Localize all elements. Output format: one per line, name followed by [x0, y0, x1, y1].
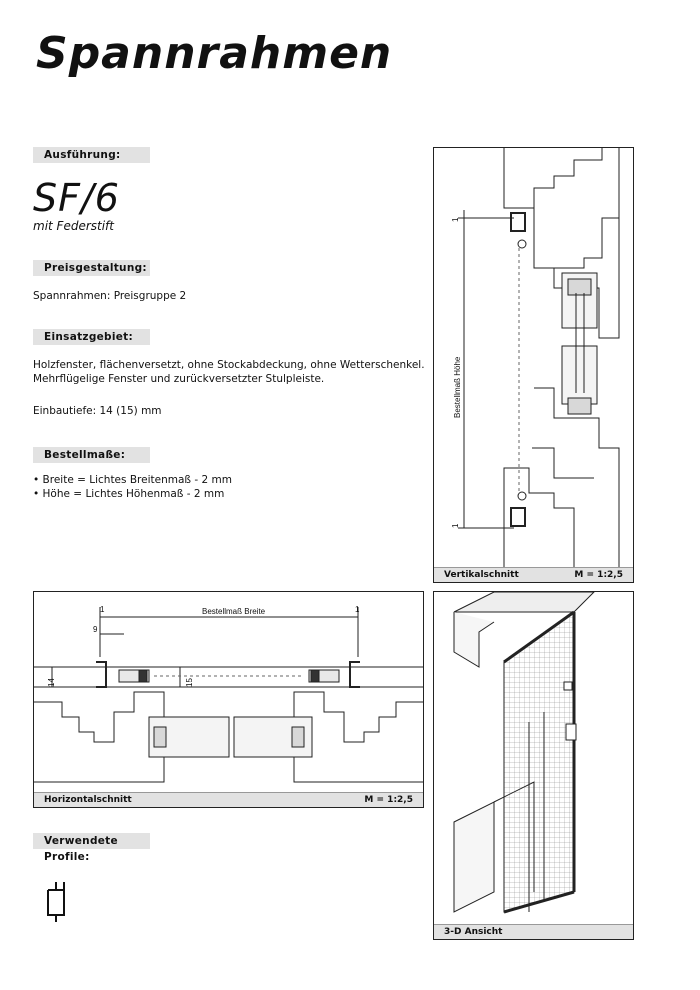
profiles-label: Verwendete Profile: [33, 833, 150, 849]
vertical-section-drawing [434, 148, 633, 567]
horizontal-section-panel [33, 591, 424, 808]
vertical-section-panel [433, 147, 634, 583]
horizontal-dim-right: 1 [355, 605, 360, 614]
horizontal-dim-label: Bestellmaß Breite [202, 607, 266, 616]
view-3d-drawing [434, 592, 633, 924]
vertical-dim-top: 1 [451, 217, 460, 222]
bestellmasse-label: Bestellmaße: [33, 447, 150, 463]
horizontal-section-drawing [34, 592, 423, 792]
einsatzgebiet-line1: Holzfenster, flächenversetzt, ohne Stockabdeckung, ohne Wetterschenkel. [33, 359, 425, 371]
profile-icon [38, 880, 78, 930]
view-3d-caption: 3-D Ansicht [444, 927, 503, 937]
einsatzgebiet-label: Einsatzgebiet: [33, 329, 150, 345]
preisgestaltung-label: Preisgestaltung: [33, 260, 150, 276]
model-name: SF/6 [33, 176, 120, 220]
vertical-dim-bottom: 1 [451, 523, 460, 528]
bestellmasse-breite: • Breite = Lichtes Breitenmaß - 2 mm [33, 474, 232, 486]
vertical-section-scale: M = 1:2,5 [574, 570, 623, 580]
vertical-dim-label: Bestellmaß Höhe [453, 356, 462, 418]
view-3d-panel [433, 591, 634, 940]
horizontal-dim-15: 15 [185, 678, 194, 687]
ausfuehrung-label: Ausführung: [33, 147, 150, 163]
vertical-section-caption: Vertikalschnitt [444, 570, 519, 580]
preisgestaltung-text: Spannrahmen: Preisgruppe 2 [33, 290, 187, 302]
horizontal-section-footer [34, 792, 423, 807]
model-subtitle: mit Federstift [33, 219, 114, 233]
vertical-section-footer [434, 567, 633, 582]
horizontal-dim-9: 9 [93, 625, 98, 634]
page-title: Spannrahmen [36, 28, 393, 79]
horizontal-dim-14: 14 [47, 678, 56, 687]
horizontal-dim-left: 1 [100, 605, 105, 614]
horizontal-section-caption: Horizontalschnitt [44, 795, 132, 805]
bestellmasse-hoehe: • Höhe = Lichtes Höhenmaß - 2 mm [33, 488, 225, 500]
einsatzgebiet-line2: Mehrflügelige Fenster und zurückversetzter Stulpleiste. [33, 373, 325, 385]
horizontal-section-scale: M = 1:2,5 [364, 795, 413, 805]
einbautiefe-text: Einbautiefe: 14 (15) mm [33, 405, 162, 417]
view-3d-footer [434, 924, 633, 939]
